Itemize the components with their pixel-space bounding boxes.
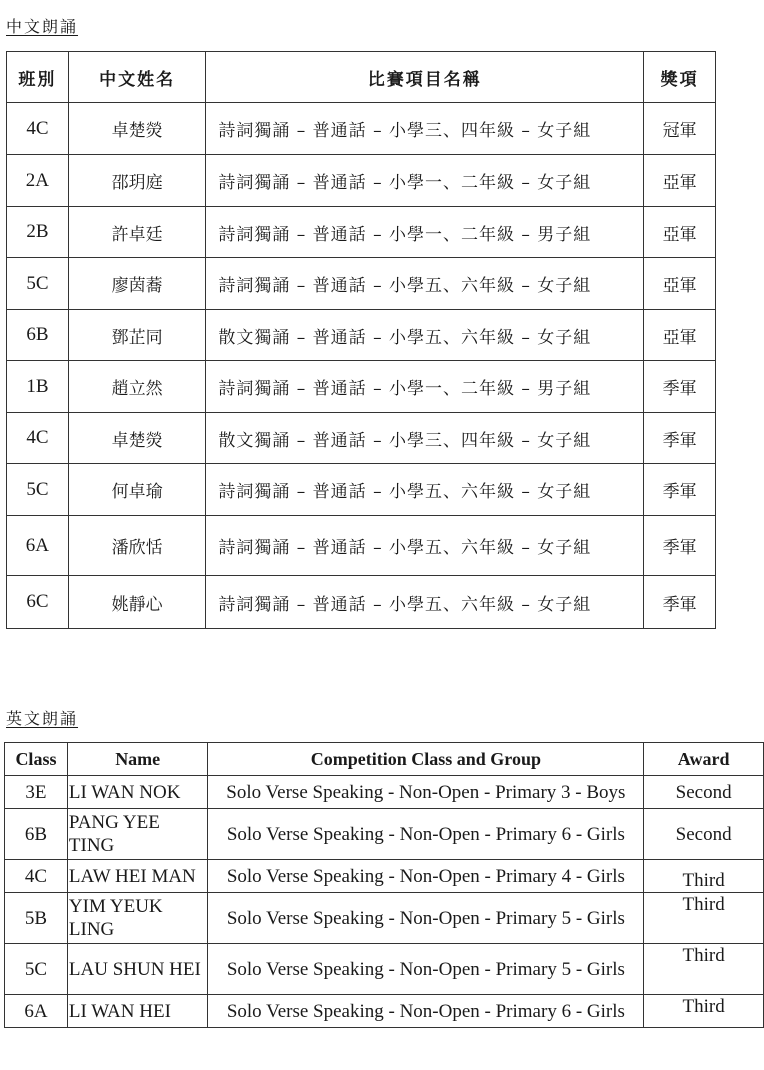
table-row: [5, 995, 764, 1028]
cell-competition: Solo Verse Speaking - Non-Open - Primary 5 - Girls: [208, 893, 644, 944]
table-row: [7, 310, 716, 361]
header-award: Award: [644, 743, 764, 776]
cell-name: 廖茵蕎: [68, 258, 206, 310]
header-class: 班別: [7, 52, 69, 103]
cell-name: 卓楚熒: [68, 413, 206, 464]
cell-class: 6A: [7, 516, 69, 576]
cell-award: 亞軍: [644, 207, 716, 258]
cell-event: 詩詞獨誦 – 普通話 – 小學五、六年級 – 女子組: [206, 576, 644, 629]
cell-class: 6C: [7, 576, 69, 629]
table-header-row: [7, 52, 716, 103]
cell-class: 1B: [7, 361, 69, 413]
cell-award: 季軍: [644, 413, 716, 464]
header-event-name: 比賽項目名稱: [206, 52, 644, 103]
table-row: [7, 413, 716, 464]
cell-name: LI WAN HEI: [67, 995, 208, 1028]
cell-award: 亞軍: [644, 155, 716, 207]
table-row: [5, 809, 764, 860]
table-row: [7, 155, 716, 207]
english-recitation-table: [4, 742, 764, 1028]
header-competition: Competition Class and Group: [208, 743, 644, 776]
cell-class: 5B: [5, 893, 68, 944]
table-row: [7, 516, 716, 576]
cell-name: 姚靜心: [68, 576, 206, 629]
cell-class: 5C: [7, 258, 69, 310]
cell-event: 詩詞獨誦 – 普通話 – 小學五、六年級 – 女子組: [206, 258, 644, 310]
cell-award: 亞軍: [644, 310, 716, 361]
cell-competition: Solo Verse Speaking - Non-Open - Primary 6 - Girls: [208, 995, 644, 1028]
header-name: Name: [67, 743, 208, 776]
cell-class: 3E: [5, 776, 68, 809]
cell-award: Third: [644, 860, 764, 893]
cell-competition: Solo Verse Speaking - Non-Open - Primary 5 - Girls: [208, 944, 644, 995]
table-row: [5, 893, 764, 944]
table-row: [5, 776, 764, 809]
cell-event: 詩詞獨誦 – 普通話 – 小學一、二年級 – 男子組: [206, 207, 644, 258]
cell-award: 季軍: [644, 576, 716, 629]
cell-event: 詩詞獨誦 – 普通話 – 小學一、二年級 – 男子組: [206, 361, 644, 413]
table-header-row: [5, 743, 764, 776]
cell-name: 潘欣恬: [68, 516, 206, 576]
header-chinese-name: 中文姓名: [68, 52, 206, 103]
cell-award: 冠軍: [644, 103, 716, 155]
table-row: [7, 103, 716, 155]
cell-event: 詩詞獨誦 – 普通話 – 小學五、六年級 – 女子組: [206, 464, 644, 516]
table-row: [7, 464, 716, 516]
chinese-section-title: 中文朗誦: [6, 17, 79, 36]
cell-class: 6B: [5, 809, 68, 860]
cell-name: 趙立然: [68, 361, 206, 413]
cell-name: 鄧芷同: [68, 310, 206, 361]
cell-award: Second: [644, 776, 764, 809]
cell-award: Third: [644, 893, 764, 944]
cell-award: 季軍: [644, 361, 716, 413]
cell-class: 6B: [7, 310, 69, 361]
cell-class: 2A: [7, 155, 69, 207]
cell-name: 何卓瑜: [68, 464, 206, 516]
cell-name: YIM YEUK LING: [67, 893, 208, 944]
cell-award: Third: [644, 995, 764, 1028]
cell-award: Second: [644, 809, 764, 860]
cell-event: 詩詞獨誦 – 普通話 – 小學三、四年級 – 女子組: [206, 103, 644, 155]
cell-award: 季軍: [644, 464, 716, 516]
cell-competition: Solo Verse Speaking - Non-Open - Primary 3 - Boys: [208, 776, 644, 809]
chinese-recitation-table: [6, 51, 716, 629]
cell-competition: Solo Verse Speaking - Non-Open - Primary 4 - Girls: [208, 860, 644, 893]
cell-name: 卓楚熒: [68, 103, 206, 155]
cell-name: LAW HEI MAN: [67, 860, 208, 893]
header-award: 獎項: [644, 52, 716, 103]
table-row: [7, 576, 716, 629]
cell-name: LAU SHUN HEI: [67, 944, 208, 995]
cell-name: 邵玥庭: [68, 155, 206, 207]
header-class: Class: [5, 743, 68, 776]
table-row: [5, 944, 764, 995]
cell-class: 5C: [7, 464, 69, 516]
table-row: [7, 361, 716, 413]
cell-name: PANG YEE TING: [67, 809, 208, 860]
cell-name: 許卓廷: [68, 207, 206, 258]
cell-name: LI WAN NOK: [67, 776, 208, 809]
cell-class: 4C: [7, 103, 69, 155]
cell-award: Third: [644, 944, 764, 995]
cell-class: 4C: [7, 413, 69, 464]
table-row: [7, 258, 716, 310]
cell-class: 5C: [5, 944, 68, 995]
cell-event: 散文獨誦 – 普通話 – 小學五、六年級 – 女子組: [206, 310, 644, 361]
table-row: [5, 860, 764, 893]
cell-class: 4C: [5, 860, 68, 893]
cell-award: 季軍: [644, 516, 716, 576]
cell-award: 亞軍: [644, 258, 716, 310]
table-row: [7, 207, 716, 258]
cell-class: 6A: [5, 995, 68, 1028]
cell-event: 詩詞獨誦 – 普通話 – 小學五、六年級 – 女子組: [206, 516, 644, 576]
english-section-title: 英文朗誦: [6, 709, 79, 728]
cell-event: 散文獨誦 – 普通話 – 小學三、四年級 – 女子組: [206, 413, 644, 464]
cell-event: 詩詞獨誦 – 普通話 – 小學一、二年級 – 女子組: [206, 155, 644, 207]
cell-class: 2B: [7, 207, 69, 258]
cell-competition: Solo Verse Speaking - Non-Open - Primary 6 - Girls: [208, 809, 644, 860]
